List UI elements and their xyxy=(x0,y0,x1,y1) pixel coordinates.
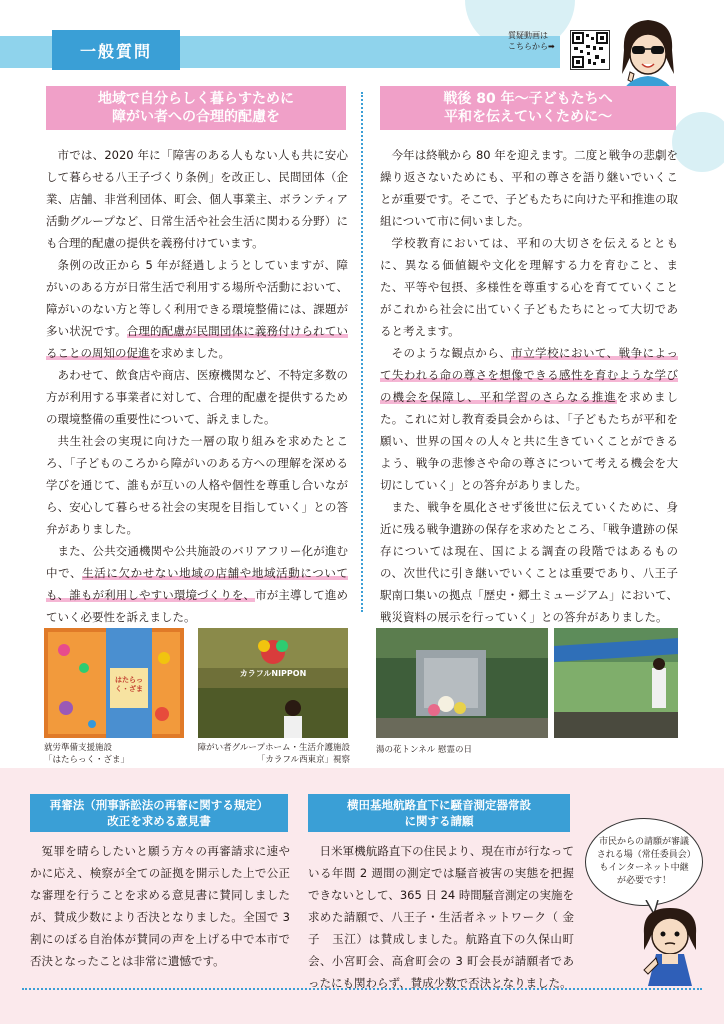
right-p3-text-a: そのような観点から、 xyxy=(391,346,512,360)
caption2-line2: 「カラフル西東京」視察 xyxy=(256,755,350,765)
qr-caption xyxy=(508,30,555,52)
left-paragraph-3: あわせて、飲食店や商店、医療機関など、不特定多数の方が利用する事業者に対して、合理的配慮を提供するための環境整備の重要性について、訴えました。 xyxy=(46,368,348,426)
bottom-right-title xyxy=(308,794,570,832)
bottom-divider xyxy=(22,988,702,990)
left-p2-text-a: 条例の改正から 5 年が経過しようとしていますが、障がいのある方が日常生活で利用する場所や活動において、障がいのない方と等しく利用できる環境整備には、課題が多い状況です。 xyxy=(46,258,348,338)
qr-caption-line2: こちらから➡ xyxy=(508,42,555,51)
right-p3-highlight: 市立学校において、戦争によって失われる命の尊さを想像できる感性を育むような学びの機会を保障し、平和学習のさらなる推進 xyxy=(380,346,678,404)
left-column-title xyxy=(46,86,346,130)
left-title-line2: 障がい者への合理的配慮を xyxy=(112,109,280,125)
bottom-left-title xyxy=(30,794,288,832)
speech-bubble xyxy=(585,818,703,906)
left-p5-highlight: 生活に欠かせない地域の店舗や地域活動についても、誰もが利用しやすい環境づくりを、 xyxy=(46,566,348,602)
right-paragraph-1: 今年は終戦から 80 年を迎えます。二度と戦争の悲劇を繰り返さないためにも、平和の尊さを語り継いでいくことが重要です。そこで、子どもたちに向けた平和推進の取組について市に伺いました。 xyxy=(380,148,678,228)
caption1-line2: 「はたらっく・ざま」 xyxy=(44,755,130,765)
left-paragraph-1: 市では、2020 年に「障害のある人もない人も共に安心して暮らせる八王子づくり条例」を改正し、民間団体（企業、店舗、非営利団体、町会、個人事業主、ボランティア活動グループなど、日常生活や社会生活に関わる分野）にも合理的配慮の提供を義務付けています。 xyxy=(46,148,348,250)
qr-code-icon[interactable] xyxy=(570,30,610,70)
right-column-title xyxy=(380,86,676,130)
left-p2-text-b: を求めました。 xyxy=(149,346,230,360)
bottom-right-title-line1: 横田基地航路直下に騒音測定器常設 xyxy=(347,798,531,812)
caption-photo2 xyxy=(190,742,350,766)
left-p5-text-b: 市が主導して進めていく必要性を訴えました。 xyxy=(46,588,349,624)
left-title-line1: 地域で自分らしく暮らすために xyxy=(98,91,294,107)
photo-colorful-nippon xyxy=(198,628,348,738)
section-label: 一般質問 xyxy=(52,30,180,70)
right-title-line2: 平和を伝えていくために〜 xyxy=(444,109,612,125)
bottom-left-title-line1: 再審法（刑事訴訟法の再審に関する規定） xyxy=(49,798,269,812)
left-paragraph-2 xyxy=(46,254,348,364)
left-body-text xyxy=(46,144,348,628)
qr-caption-line1: 質疑動画は xyxy=(508,31,548,40)
caption1-line1: 就労準備支援施設 xyxy=(44,743,113,753)
photo-hataraku-zama xyxy=(44,628,184,738)
bottom-left-text xyxy=(30,840,290,972)
decor-circle-right xyxy=(672,112,724,172)
bottom-left-title-line2: 改正を求める意見書 xyxy=(107,814,211,828)
speech-bubble-text: 市民からの請願が審議される場（常任委員会）もインターネット中継が必要です！ xyxy=(596,837,692,886)
caption-photo3: 湯の花トンネル 慰霊の日 xyxy=(376,745,472,755)
bottom-left-paragraph: 冤罪を晴らしたいと願う方々の再審請求に速やかに応え、検察が全ての証拠を開示した上で公正な審理を行うことを求める意見書に賛同しましたが、賛成少数により否決となりました。全国で 3 割にのぼる自治体が賛同の声を上げる中で本市で否決となったことは非常に遺憾です。 xyxy=(30,844,290,968)
left-p2-highlight: 合理的配慮が民間団体に義務付けられていることの周知の促進 xyxy=(46,324,348,360)
bottom-right-text xyxy=(308,840,574,994)
left-p5-text-a: また、公共交通機関や公共施設のバリアフリー化が進む中で、 xyxy=(46,544,348,580)
bottom-right-title-line2: に関する請願 xyxy=(404,814,474,828)
right-title-line1: 戦後 80 年〜子どもたちへ xyxy=(443,91,613,107)
right-paragraph-3 xyxy=(380,342,678,496)
character-girl-icon xyxy=(630,904,710,986)
right-p3-text-b: を求めました。これに対し教育委員会からは、「子どもたちが平和を願い、世界の国々の人々と共に生きていくことができるよう、戦争の悲惨さや命の尊さについて考える機会を大切にしていく」との答弁がありました。 xyxy=(380,390,678,492)
photo2-sign-text: カラフルNIPPON xyxy=(239,669,307,678)
column-divider xyxy=(361,92,363,612)
caption-photo1 xyxy=(44,742,129,766)
right-body-text xyxy=(380,144,678,628)
bottom-right-paragraph: 日米軍機航路直下の住民より、現在市が行なっている年間 2 週間の測定では騒音被害の実態を把握できないとして、365 日 24 時間騒音測定の実施を求めた請願で、八王子・生活者ネットワーク（ 金子 玉江）は賛成しました。航路直下の久保山町会、小宮町会、高倉町会の 3 町会長が請願者であったにも関わらず、賛成少数で否決となりました。 xyxy=(308,844,574,990)
right-paragraph-2: 学校教育においては、平和の大切さを伝えるとともに、異なる価値観や文化を理解する力を育むこと、また、平等や包摂、多様性を尊重する心を育てていくことがこれから社会に出ていく子どもたちにとって大切であると考えます。 xyxy=(380,236,678,338)
photo-yunohana-tunnel-right xyxy=(554,628,678,738)
photo-yunohana-tunnel-left xyxy=(376,628,548,738)
right-paragraph-4: また、戦争を風化させず後世に伝えていくために、身近に残る戦争遺跡の保存を求めたところ、「戦争遺跡の保存については現在、国による調査の段階ではあるものの、次世代に引き継いでいくことは重要であり、八王子駅南口集いの拠点「歴史・郷土ミュージアム」において、戦災資料の展示を行っていく」との答弁がありました。 xyxy=(380,500,678,624)
left-paragraph-5 xyxy=(46,540,348,628)
caption2-line1: 障がい者グループホーム・生活介護施設 xyxy=(197,743,350,753)
photo1-sign-text: はたらっく・ざま xyxy=(115,676,143,693)
left-paragraph-4: 共生社会の実現に向けた一層の取り組みを求めたところ、「子どものころから障がいのある方への理解を深める学びを通じて、誰もが互いの人格や個性を尊重し合いながら、安心して暮らせる社会の実現を目指していく」との答弁がありました。 xyxy=(46,434,348,536)
